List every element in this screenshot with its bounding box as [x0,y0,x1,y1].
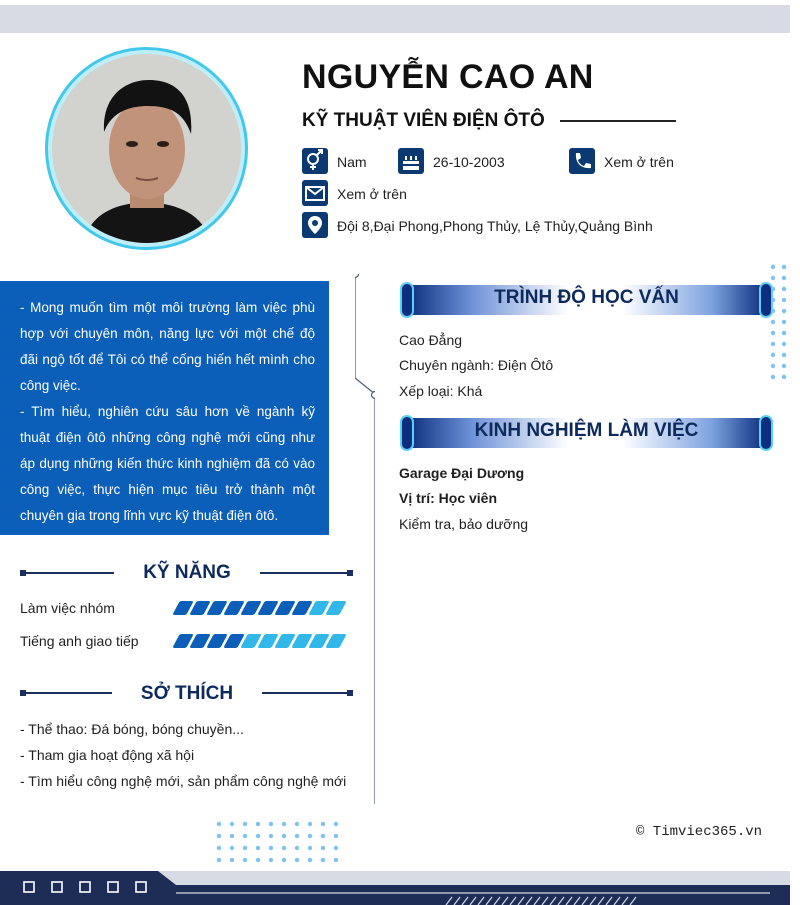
email-value: Xem ở trên [337,186,407,202]
experience-company: Garage Đại Dương [399,465,525,481]
dot-pattern-bottom [216,821,340,863]
address-value: Đội 8,Đại Phong,Phong Thủy, Lệ Thủy,Quảng Bình [337,218,653,234]
hobby-item: - Tìm hiểu công nghệ mới, sản phẩm công nghệ mới [20,773,347,789]
gender-icon [302,148,328,174]
footer-bar [0,871,790,905]
dot-pattern-right [770,264,788,384]
candidate-name: NGUYỄN CAO AN [302,58,594,96]
experience-heading: KINH NGHIỆM LÀM VIỆC [474,420,699,441]
experience-description: Kiểm tra, bảo dưỡng [399,516,529,532]
skill-level-bar-english [176,634,346,648]
objective-paragraph-1: - Mong muốn tìm một môi trường làm việc phù hợp với chuyên môn, năng lực với một chế độ đãi ngộ tốt để Tôi có thể cống hiến hết mình cho công việc. [20,300,315,393]
job-title: KỸ THUẬT VIÊN ĐIỆN ÔTÔ [302,110,545,131]
footer-credit: © Timviec365.vn [636,824,763,840]
skill-label: Tiếng anh giao tiếp [20,633,139,649]
hobby-item: - Tham gia hoạt động xã hội [20,747,195,763]
skills-left-line [20,572,114,574]
experience-position: Vị trí: Học viên [399,490,498,506]
avatar-photo [52,54,241,243]
education-heading: TRÌNH ĐỘ HỌC VẤN [494,287,679,308]
skills-right-line [260,572,352,574]
objective-paragraph-2: - Tìm hiểu, nghiên cứu sâu hơn về ngành kỹ thuật điện ôtô những công nghệ mới cũng như áp dụng những kiến thức kinh nghiệm đã có vào công việc, thực hiện mục tiêu trở thành một chuyên gia trong lĩnh vực kỹ thuật điện ôtô. [20,404,315,523]
hobbies-left-line [20,692,112,694]
timeline-connector [355,274,375,804]
hobbies-right-dot [347,690,353,696]
hobbies-right-line [262,692,352,694]
phone-value: Xem ở trên [604,154,674,170]
top-band [0,5,790,33]
birthday-value: 26-10-2003 [433,154,505,170]
education-grade: Xếp loại: Khá [399,383,483,399]
gender-value: Nam [337,154,367,170]
skills-right-dot [347,570,353,576]
location-pin-icon [302,212,328,238]
email-icon [302,180,328,206]
skill-label: Làm việc nhóm [20,600,115,616]
experience-banner [400,415,773,451]
phone-icon [569,148,595,174]
skills-heading: KỸ NĂNG [143,562,231,583]
title-divider [560,120,676,122]
skill-level-bar-teamwork [176,601,346,615]
education-major: Chuyên ngành: Điện Ôtô [399,357,554,373]
hobbies-heading: SỞ THÍCH [140,683,234,704]
hobby-item: - Thể thao: Đá bóng, bóng chuyền... [20,721,244,737]
education-banner [400,282,773,318]
education-level: Cao Đẳng [399,332,463,348]
birthday-cake-icon [398,148,424,174]
avatar [52,54,241,243]
career-objective [0,281,329,535]
